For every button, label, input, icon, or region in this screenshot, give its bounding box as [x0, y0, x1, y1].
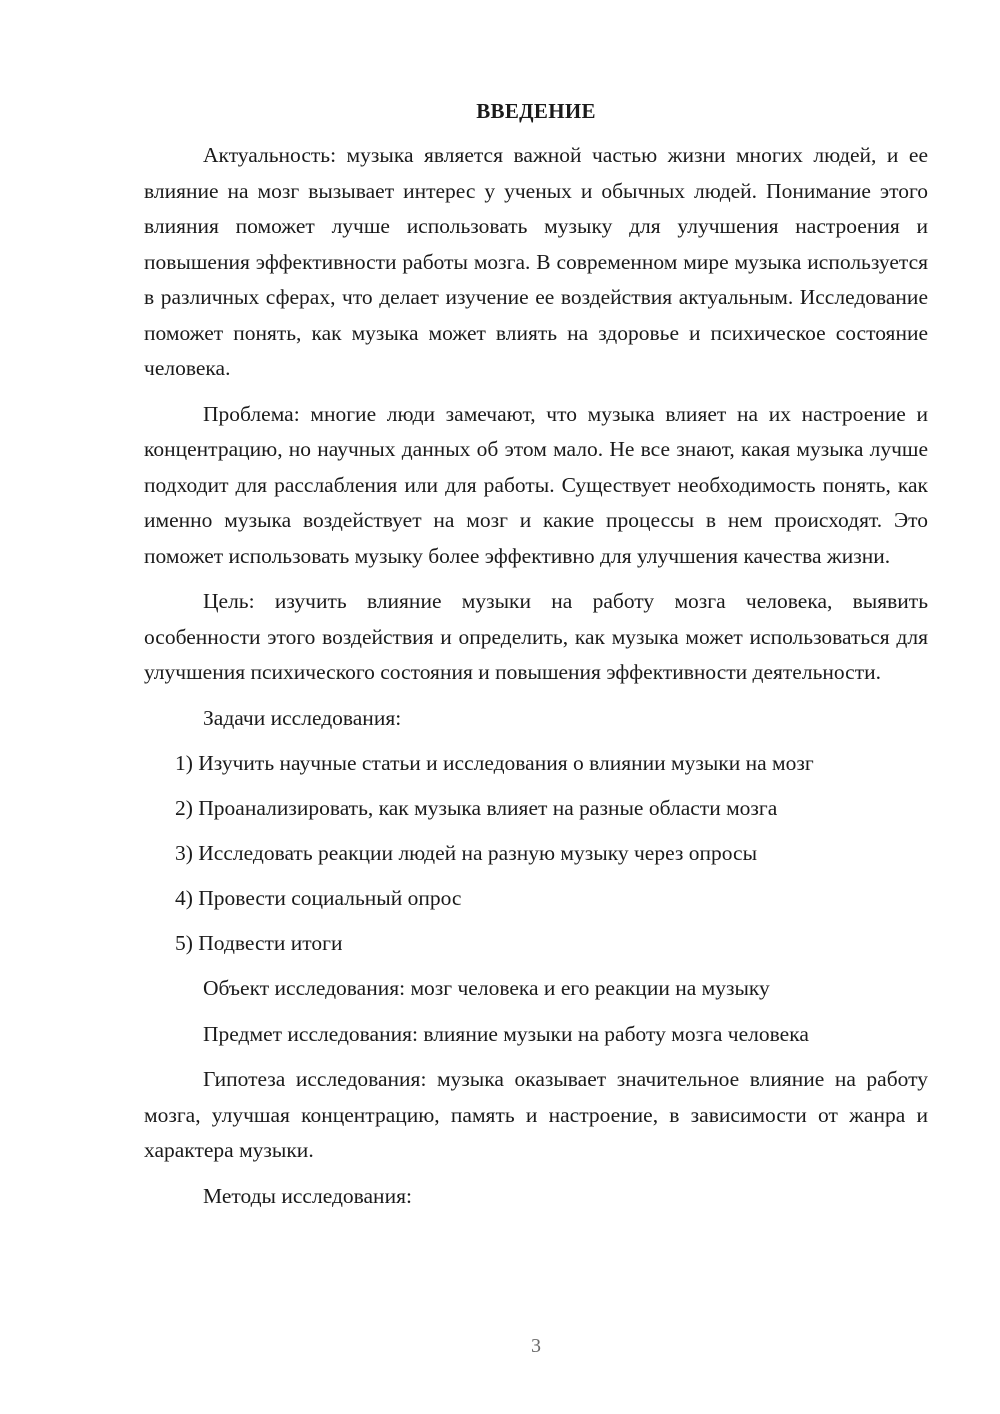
document-page [144, 96, 928, 1224]
relevance-paragraph: Актуальность: музыка является важной частью жизни многих людей, и ее влияние на мозг вызывает интерес у ученых и обычных людей. Понимание этого влияния поможет лучше использовать музыку для улучшения настроения и повышения эффективности работы мозга. В современном мире музыка используется в различных сферах, что делает изучение ее воздействия актуальным. Исследование поможет понять, как музыка может влиять на здоровье и психическое состояние человека. [144, 143, 928, 380]
list-item: 2) Проанализировать, как музыка влияет на разные области мозга [175, 796, 778, 820]
methods-heading: Методы исследования: [203, 1183, 412, 1208]
hypothesis-paragraph: Гипотеза исследования: музыка оказывает значительное влияние на работу мозга, улучшая концентрацию, память и настроение, в зависимости от жанра и характера музыки. [144, 1067, 928, 1162]
subject-paragraph: Предмет исследования: влияние музыки на работу мозга человека [203, 1021, 809, 1046]
list-item: 4) Провести социальный опрос [175, 886, 462, 910]
goal-paragraph: Цель: изучить влияние музыки на работу мозга человека, выявить особенности этого воздействия и определить, как музыка может использоваться для улучшения психического состояния и повышения эффективности деятельности. [144, 589, 928, 684]
problem-paragraph: Проблема: многие люди замечают, что музыка влияет на их настроение и концентрацию, но научных данных об этом мало. Не все знают, какая музыка лучше подходит для расслабления или для работы. Существует необходимость понять, как именно музыка воздействует на мозг и какие процессы в нем происходят. Это поможет использовать музыку более эффективно для улучшения качества жизни. [144, 401, 928, 568]
list-item: 3) Исследовать реакции людей на разную музыку через опросы [175, 841, 758, 865]
list-item: 5) Подвести итоги [175, 931, 343, 955]
page-number: 3 [531, 1335, 541, 1357]
tasks-list [144, 746, 928, 962]
object-paragraph: Объект исследования: мозг человека и его реакции на музыку [203, 976, 770, 1000]
section-title: ВВЕДЕНИЕ [476, 99, 596, 123]
list-item: 1) Изучить научные статьи и исследования о влиянии музыки на мозг [175, 751, 814, 775]
tasks-heading: Задачи исследования: [203, 705, 402, 730]
